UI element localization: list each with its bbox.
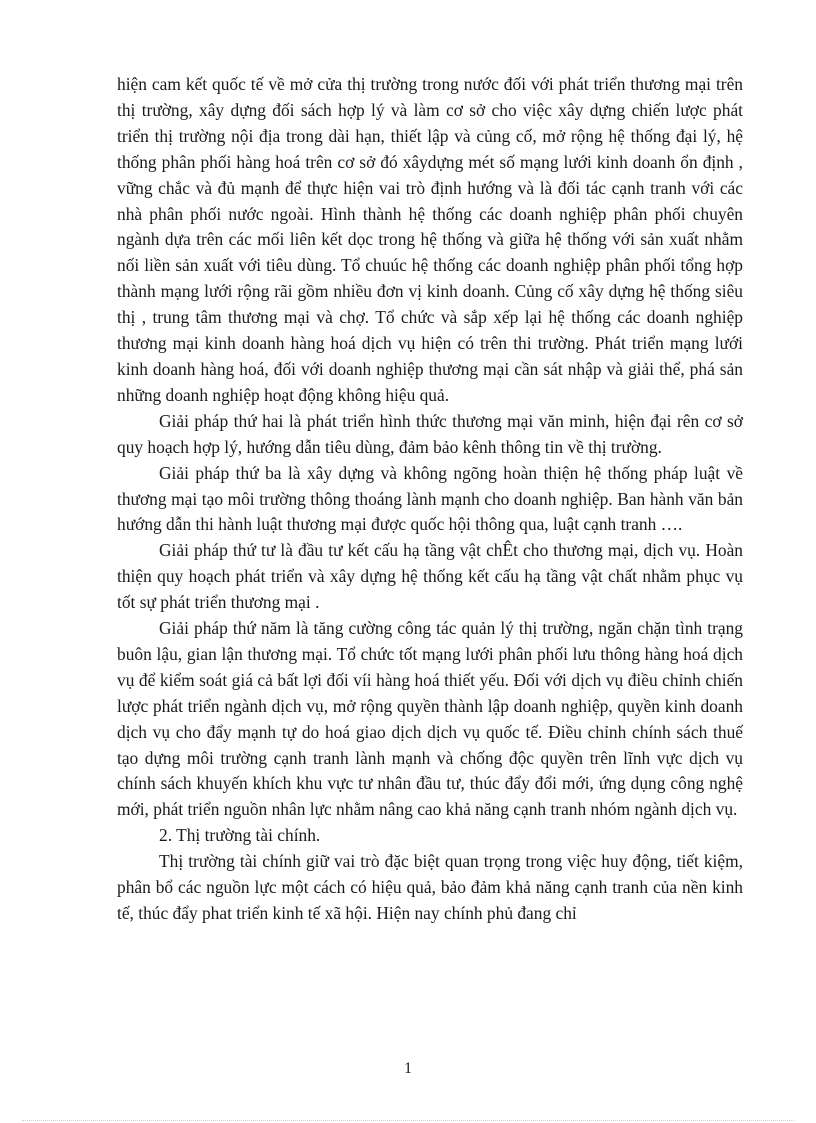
paragraph-solution-five: Giải pháp thứ năm là tăng cường công tác quản lý thị trường, ngăn chặn tình trạng buôn lậu, gian lận thương mại. Tổ chức tốt mạng lưới phân phối lưu thông hàng hoá dịch vụ để kiểm soát giá cả bất lợi đối víi hàng hoá thiết yếu. Đối với dịch vụ điều chỉnh chiến lược phát triển ngành dịch vụ, mở rộng quyền thành lập doanh nghiệp, quyền kinh doanh dịch vụ cho đẩy mạnh tự do hoá giao dịch dịch vụ quốc tế. Điều chỉnh chính sách thuế tạo dựng môi trường cạnh tranh lành mạnh và chống độc quyền trên lĩnh vực dịch vụ chính sách khuyến khích khu vực tư nhân đầu tư, thúc đẩy đổi mới, ứng dụng công nghệ mới, phát triển nguồn nhân lực nhằm nâng cao khả năng cạnh tranh nhóm ngành dịch vụ. <box>117 618 743 820</box>
paragraph-financial-market: Thị trường tài chính giữ vai trò đặc biệt quan trọng trong việc huy động, tiết kiệm, phân bổ các nguồn lực một cách có hiệu quả, bảo đảm khả năng cạnh tranh của nền kinh tế, thúc đẩy phat triển kinh tế xã hội. Hiện nay chính phủ đang chỉ <box>117 851 743 923</box>
paragraph-solution-four: Giải pháp thứ tư là đầu tư kết cấu hạ tầng vật chÊt cho thương mại, dịch vụ. Hoàn thiện quy hoạch phát triển và xây dựng hệ thống kết cấu hạ tầng vật chất nhằm phục vụ tốt sự phát triển thương mại . <box>117 540 743 613</box>
page-bottom-divider <box>22 1120 794 1121</box>
body-text <box>117 72 743 927</box>
paragraph-solution-three: Giải pháp thứ ba là xây dựng và không ngõng hoàn thiện hệ thống pháp luật về thương mại tạo môi trường thông thoáng lành mạnh cho doanh nghiệp. Ban hành văn bản hướng dẫn thi hành luật thương mại được quốc hội thông qua, luật cạnh tranh …. <box>117 462 743 535</box>
section-heading-financial-market: 2. Thị trường tài chính. <box>159 825 321 846</box>
page-number: 1 <box>404 1060 412 1077</box>
paragraph-continued: hiện cam kết quốc tế về mở cửa thị trường trong nước đối với phát triển thương mại trên thị trường, xây dựng đối sách hợp lý và làm cơ sở cho việc xây dựng chiến lược phát triển thị trường nội địa trong dài hạn, thiết lập và củng cố, mở rộng hệ thống đại lý, hệ thống phân phối hàng hoá trên cơ sở đó xâydựng mét số mạng lưới kinh doanh ổn định , vững chắc và đủ mạnh để thực hiện vai trò định hướng và là đối tác cạnh tranh với các nhà phân phối nước ngoài. Hình thành hệ thống các doanh nghiệp phân phối chuyên ngành dựa trên các mối liên kết dọc trong hệ thống và giữa hệ thống với sản xuất nhằm nối liền sản xuất với tiêu dùng. Tổ chuúc hệ thống các doanh nghiệp phân phối tổng hợp thành mạng lưới rộng rãi gồm nhiều đơn vị kinh doanh. Củng cố xây dựng hệ thống siêu thị , trung tâm thương mại và chợ. Tổ chức và sắp xếp lại hệ thống các doanh nghiệp thương mại kinh doanh hàng hoá dịch vụ hiện có trên thi trường. Phát triển mạng lưới kinh doanh hàng hoá, đối với doanh nghiệp thương mại cần sát nhập và giải thể, phá sản những doanh nghiệp hoạt động không hiệu quả. <box>117 74 743 405</box>
paragraph-solution-two: Giải pháp thứ hai là phát triển hình thức thương mại văn minh, hiện đại rên cơ sở quy hoạch hợp lý, hướng dẫn tiêu dùng, đảm bảo kênh thông tin về thị trường. <box>117 410 743 457</box>
